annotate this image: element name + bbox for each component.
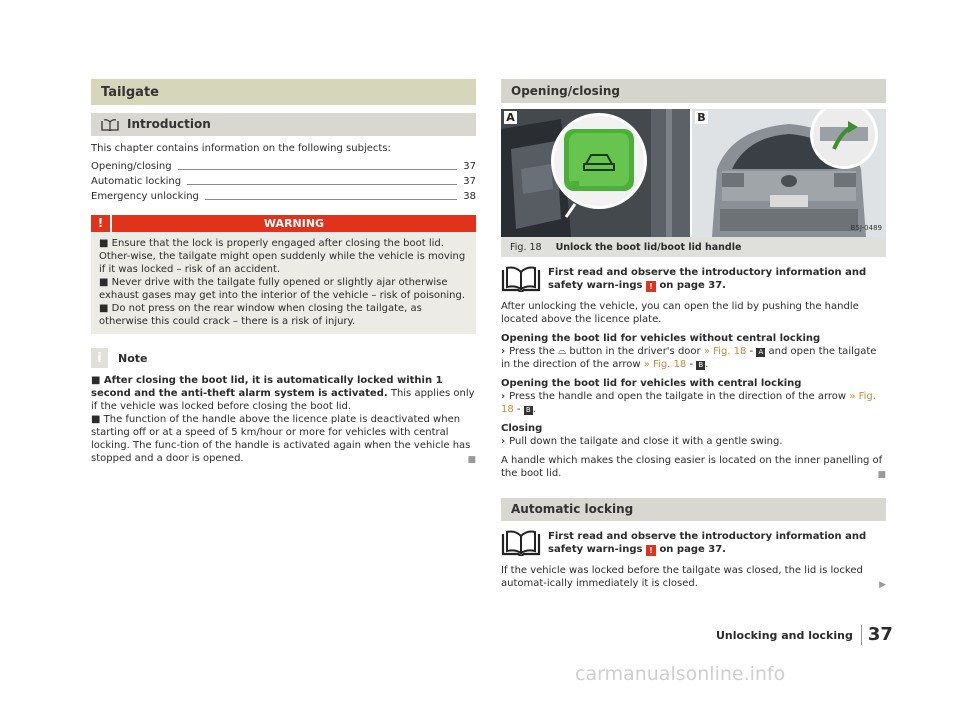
figure-panel-b bbox=[692, 109, 886, 237]
watermark: carmanualsonline.info bbox=[575, 663, 786, 685]
subheading: Opening the boot lid for vehicles with central locking bbox=[501, 378, 802, 389]
book-icon bbox=[501, 266, 541, 292]
paragraph: If the vehicle was locked before the tailgate was closed, the lid is locked automat-ically immediately it is closed. ▶ bbox=[501, 565, 886, 590]
warning-label: WARNING bbox=[112, 215, 476, 232]
note-header bbox=[91, 348, 476, 368]
book-icon bbox=[501, 530, 541, 556]
note-item: ■ The function of the handle above the licence plate is deactivated when starting off or at a speed of 5 km/hour or more for vehicles with central locking. The func-tion of the handle is activated again when the vehicle has stopped and a door is opened. ■ bbox=[91, 414, 476, 465]
toc-item[interactable]: Emergency unlocking 38 bbox=[91, 191, 476, 202]
subheading: Opening the boot lid for vehicles without central locking bbox=[501, 333, 821, 344]
figure-link[interactable]: » Fig. 18 bbox=[643, 359, 687, 370]
panel-ref-a: A bbox=[756, 348, 765, 357]
note-item: ■ After closing the boot lid, it is automatically locked within 1 second and the anti-theft alarm system is activated. This applies only if the vehicle was locked before closing the boot lid. bbox=[91, 375, 475, 412]
warning-item: ■ Do not press on the rear window when closing the tailgate, as otherwise this could crack – there is a risk of injury. bbox=[99, 303, 422, 327]
section-title-automatic-locking: Automatic locking bbox=[501, 498, 886, 521]
figure-code: B5J-0489 bbox=[850, 224, 882, 232]
warning-header bbox=[91, 215, 476, 232]
car-rear-illustration bbox=[692, 109, 886, 237]
note-label: Note bbox=[118, 351, 148, 365]
figure-caption bbox=[501, 237, 886, 257]
figure-caption-text: Unlock the boot lid/boot lid handle bbox=[555, 241, 742, 253]
book-icon bbox=[101, 119, 119, 131]
warning-icon: ! bbox=[646, 545, 656, 556]
subheading: Closing bbox=[501, 423, 543, 434]
warning-box bbox=[91, 232, 476, 334]
read-first-notice: First read and observe the introductory information and safety warn-ings ! on page 37. bbox=[501, 266, 886, 292]
continue-icon: ▶ bbox=[879, 580, 886, 590]
left-column bbox=[91, 79, 476, 467]
toc-item[interactable]: Automatic locking 37 bbox=[91, 176, 476, 187]
figure-link[interactable]: » Fig. 18 bbox=[703, 346, 747, 357]
panel-label-a: A bbox=[504, 111, 517, 124]
end-of-section-icon: ■ bbox=[467, 455, 476, 465]
figure-panel-a bbox=[501, 109, 690, 237]
introduction-heading bbox=[91, 113, 476, 136]
toc-list bbox=[91, 158, 476, 203]
figure-label: Fig. 18 bbox=[510, 241, 542, 253]
warning-icon: ! bbox=[91, 215, 110, 232]
panel-label-b: B bbox=[695, 111, 708, 124]
section-title-tailgate: Tailgate bbox=[91, 79, 476, 105]
info-icon: i bbox=[91, 348, 108, 368]
warning-item: ■ Ensure that the lock is properly engaged after closing the boot lid. Other-wise, the tailgate might open suddenly while the vehicle is moving if it was locked – risk of an accident. bbox=[99, 238, 466, 275]
panel-ref-b: B bbox=[696, 361, 705, 370]
step-item: › Press the ⌓ button in the driver's door » Fig. 18 - A and open the tailgate in the direction of the arrow » Fig. 18 - B . bbox=[501, 346, 877, 370]
section-title-opening-closing: Opening/closing bbox=[501, 79, 886, 103]
paragraph: A handle which makes the closing easier is located on the inner panelling of the boot lid. ■ bbox=[501, 455, 886, 480]
end-of-section-icon: ■ bbox=[877, 470, 886, 480]
right-column bbox=[501, 79, 886, 592]
paragraph: After unlocking the vehicle, you can open the lid by pushing the handle located above the licence plate. bbox=[501, 301, 859, 325]
door-illustration bbox=[501, 109, 690, 237]
warning-item: ■ Never drive with the tailgate fully opened or slightly ajar otherwise exhaust gases may get into the interior of the vehicle – risk of poisoning. bbox=[99, 277, 466, 301]
figure-18 bbox=[501, 109, 886, 237]
page-footer bbox=[716, 625, 893, 645]
introduction-title: Introduction bbox=[127, 117, 211, 131]
figure-link[interactable]: » Fig. 18 bbox=[501, 391, 876, 415]
page-number: 37 bbox=[861, 625, 893, 645]
footer-title: Unlocking and locking bbox=[716, 628, 853, 642]
panel-ref-b: B bbox=[524, 406, 533, 415]
toc-item[interactable]: Opening/closing 37 bbox=[91, 161, 476, 172]
warning-icon: ! bbox=[646, 281, 656, 292]
read-first-notice: First read and observe the introductory information and safety warn-ings ! on page 37. bbox=[501, 530, 886, 556]
step-item: › Press the handle and open the tailgate in the direction of the arrow » Fig. 18 - B . bbox=[501, 391, 876, 415]
car-icon: ⌓ bbox=[558, 346, 567, 357]
intro-text: This chapter contains information on the following subjects: bbox=[91, 143, 391, 154]
step-item: › Pull down the tailgate and close it with a gentle swing. bbox=[501, 436, 783, 447]
